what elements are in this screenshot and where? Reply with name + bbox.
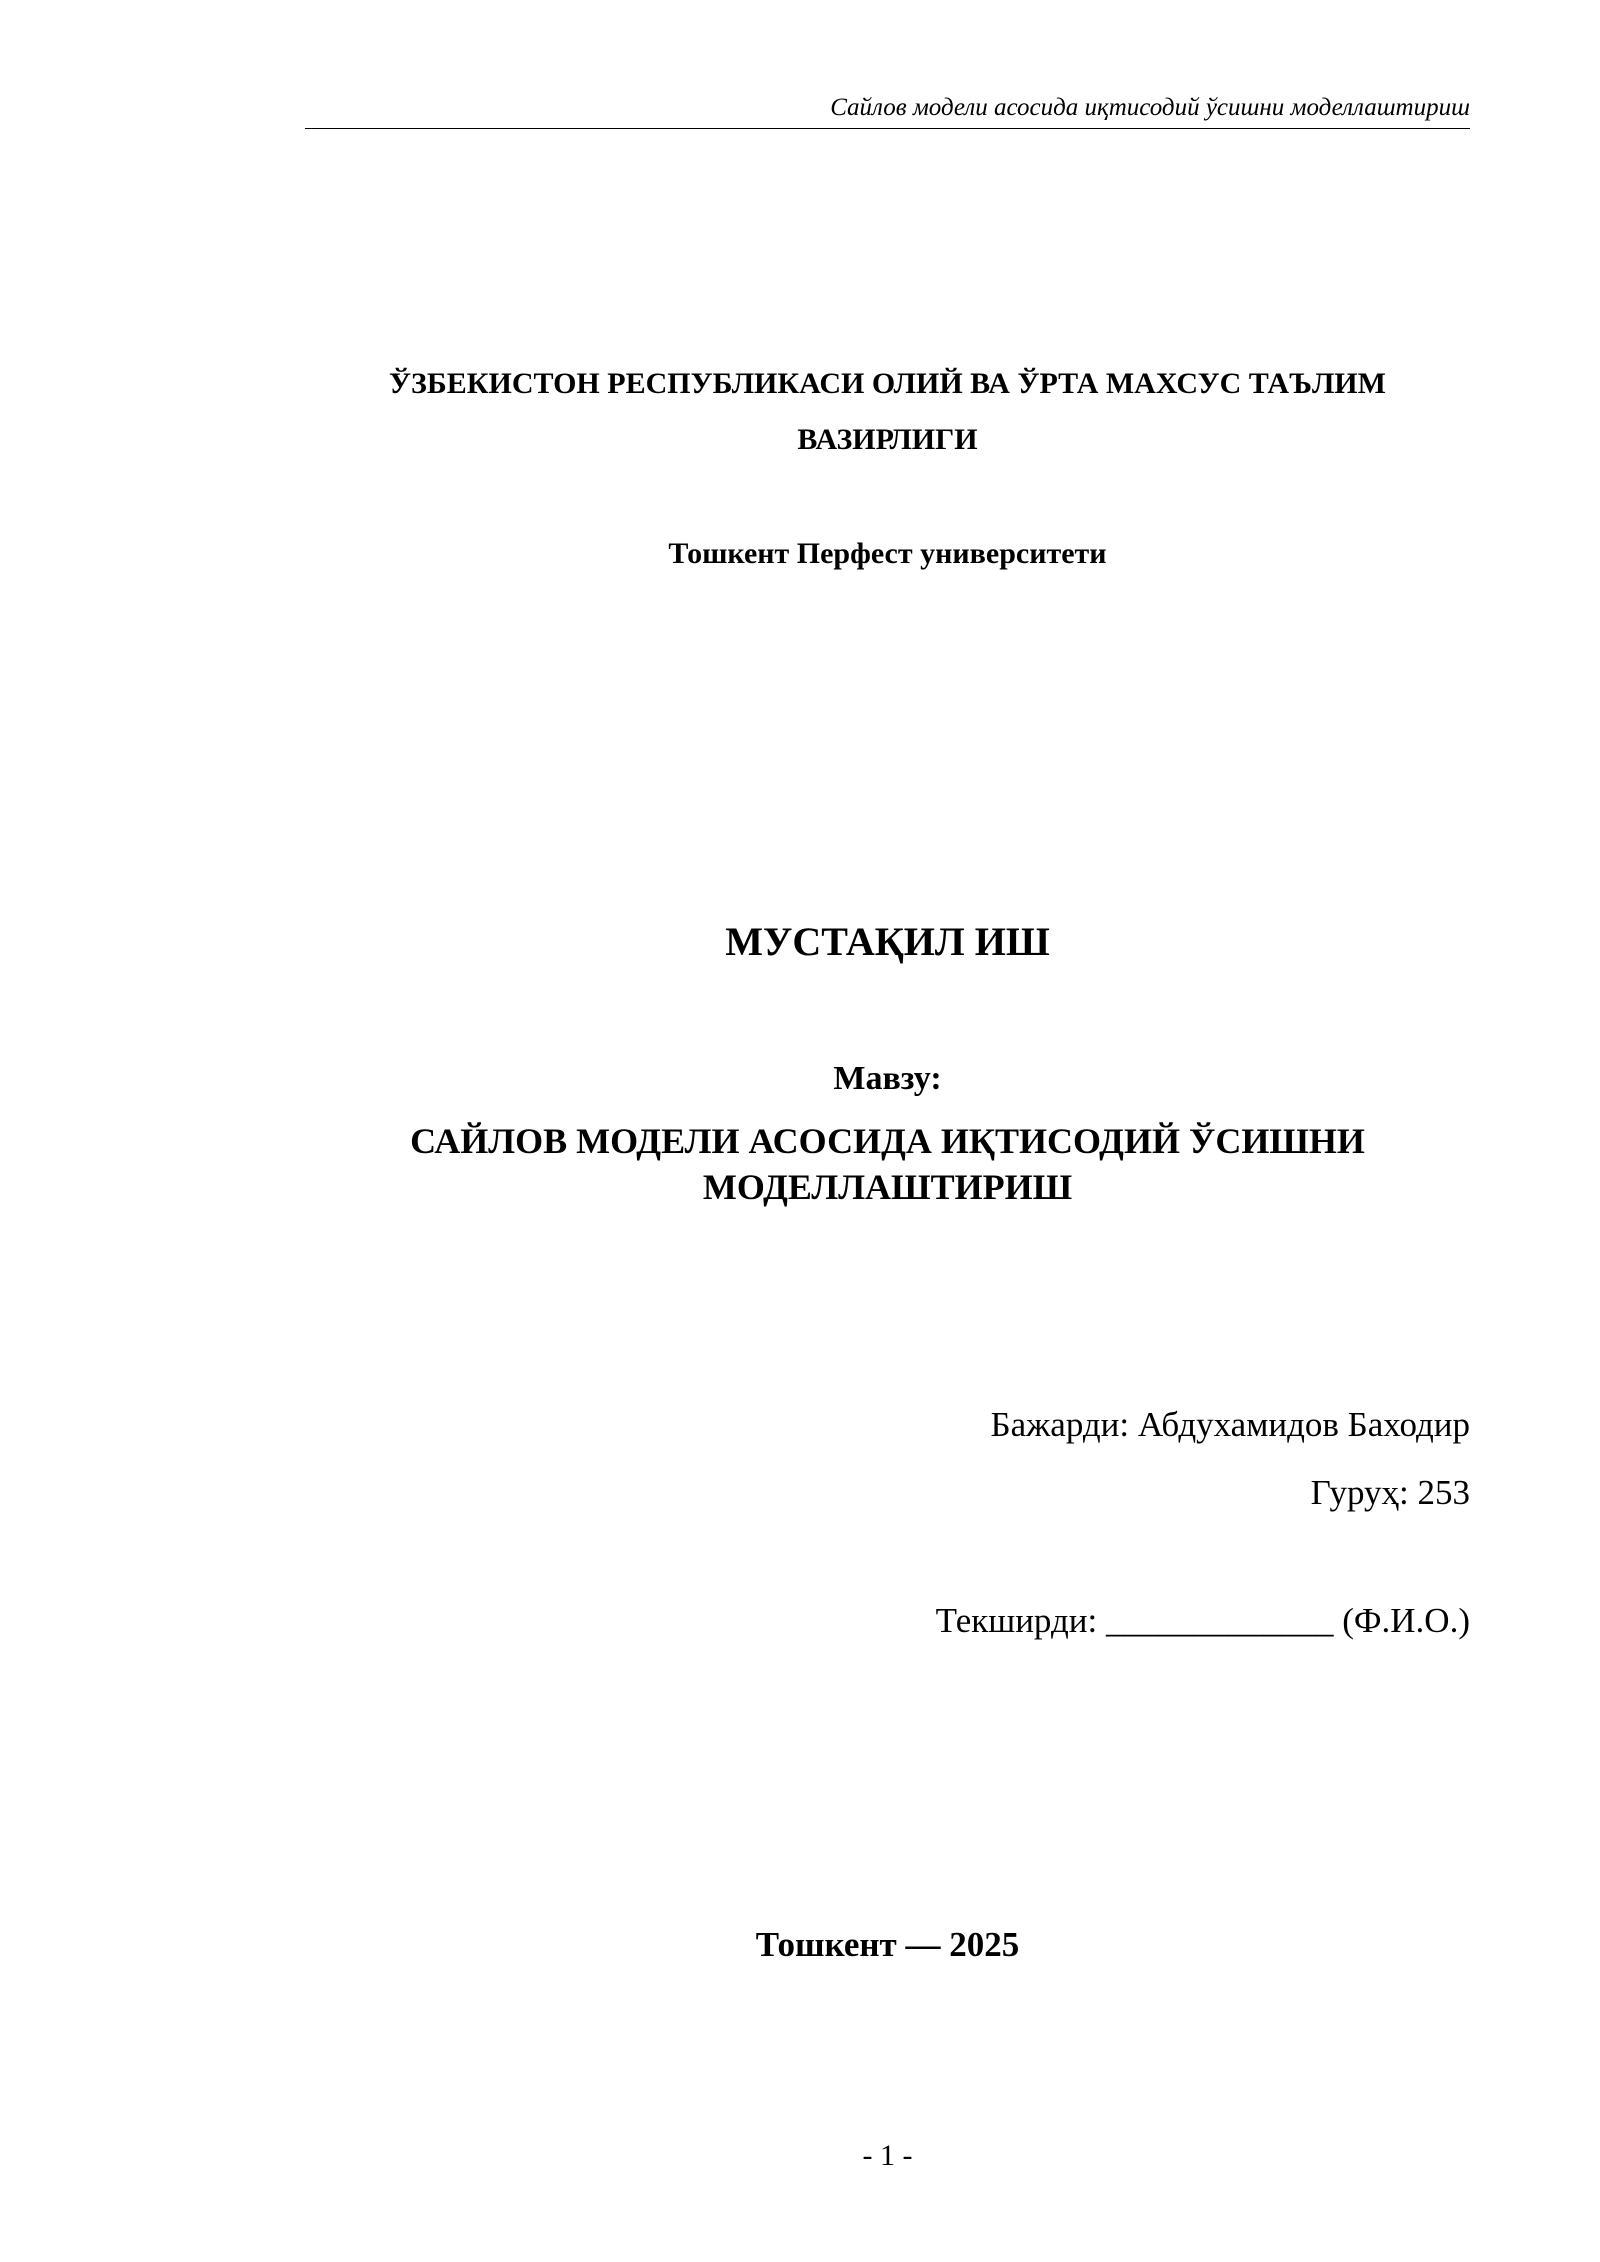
document-type-heading: МУСТАҚИЛ ИШ (725, 919, 1050, 964)
performed-by: Бажарди: Абдухамидов Баходир (990, 1405, 1470, 1444)
running-header-title: Сайлов модели асосида иқтисодий ўсишни моделлаштириш (830, 94, 1470, 121)
topic-label: Мавзу: (833, 1060, 942, 1097)
ministry-name (305, 356, 1470, 468)
topic-title-line-2: МОДЕЛЛАШТИРИШ (702, 1167, 1073, 1207)
ministry-name-line-1: ЎЗБЕКИСТОН РЕСПУБЛИКАСИ ОЛИЙ ВА ЎРТА МАХСУС ТАЪЛИМ (389, 367, 1386, 400)
page-number: - 1 - (862, 2139, 913, 2172)
city-year: Тошкент — 2025 (755, 1925, 1020, 1964)
group-number: Гуруҳ: 253 (1310, 1473, 1470, 1512)
topic-title-line-1: САЙЛОВ МОДЕЛИ АСОСИДА ИҚТИСОДИЙ ЎСИШНИ (410, 1121, 1365, 1161)
header-divider (305, 128, 1470, 129)
checked-by: Текширди: _____________ (Ф.И.О.) (935, 1601, 1470, 1640)
university-name: Тошкент Перфест университети (668, 537, 1107, 570)
ministry-name-line-2: ВАЗИРЛИГИ (797, 423, 978, 456)
topic-title (305, 1118, 1470, 1210)
